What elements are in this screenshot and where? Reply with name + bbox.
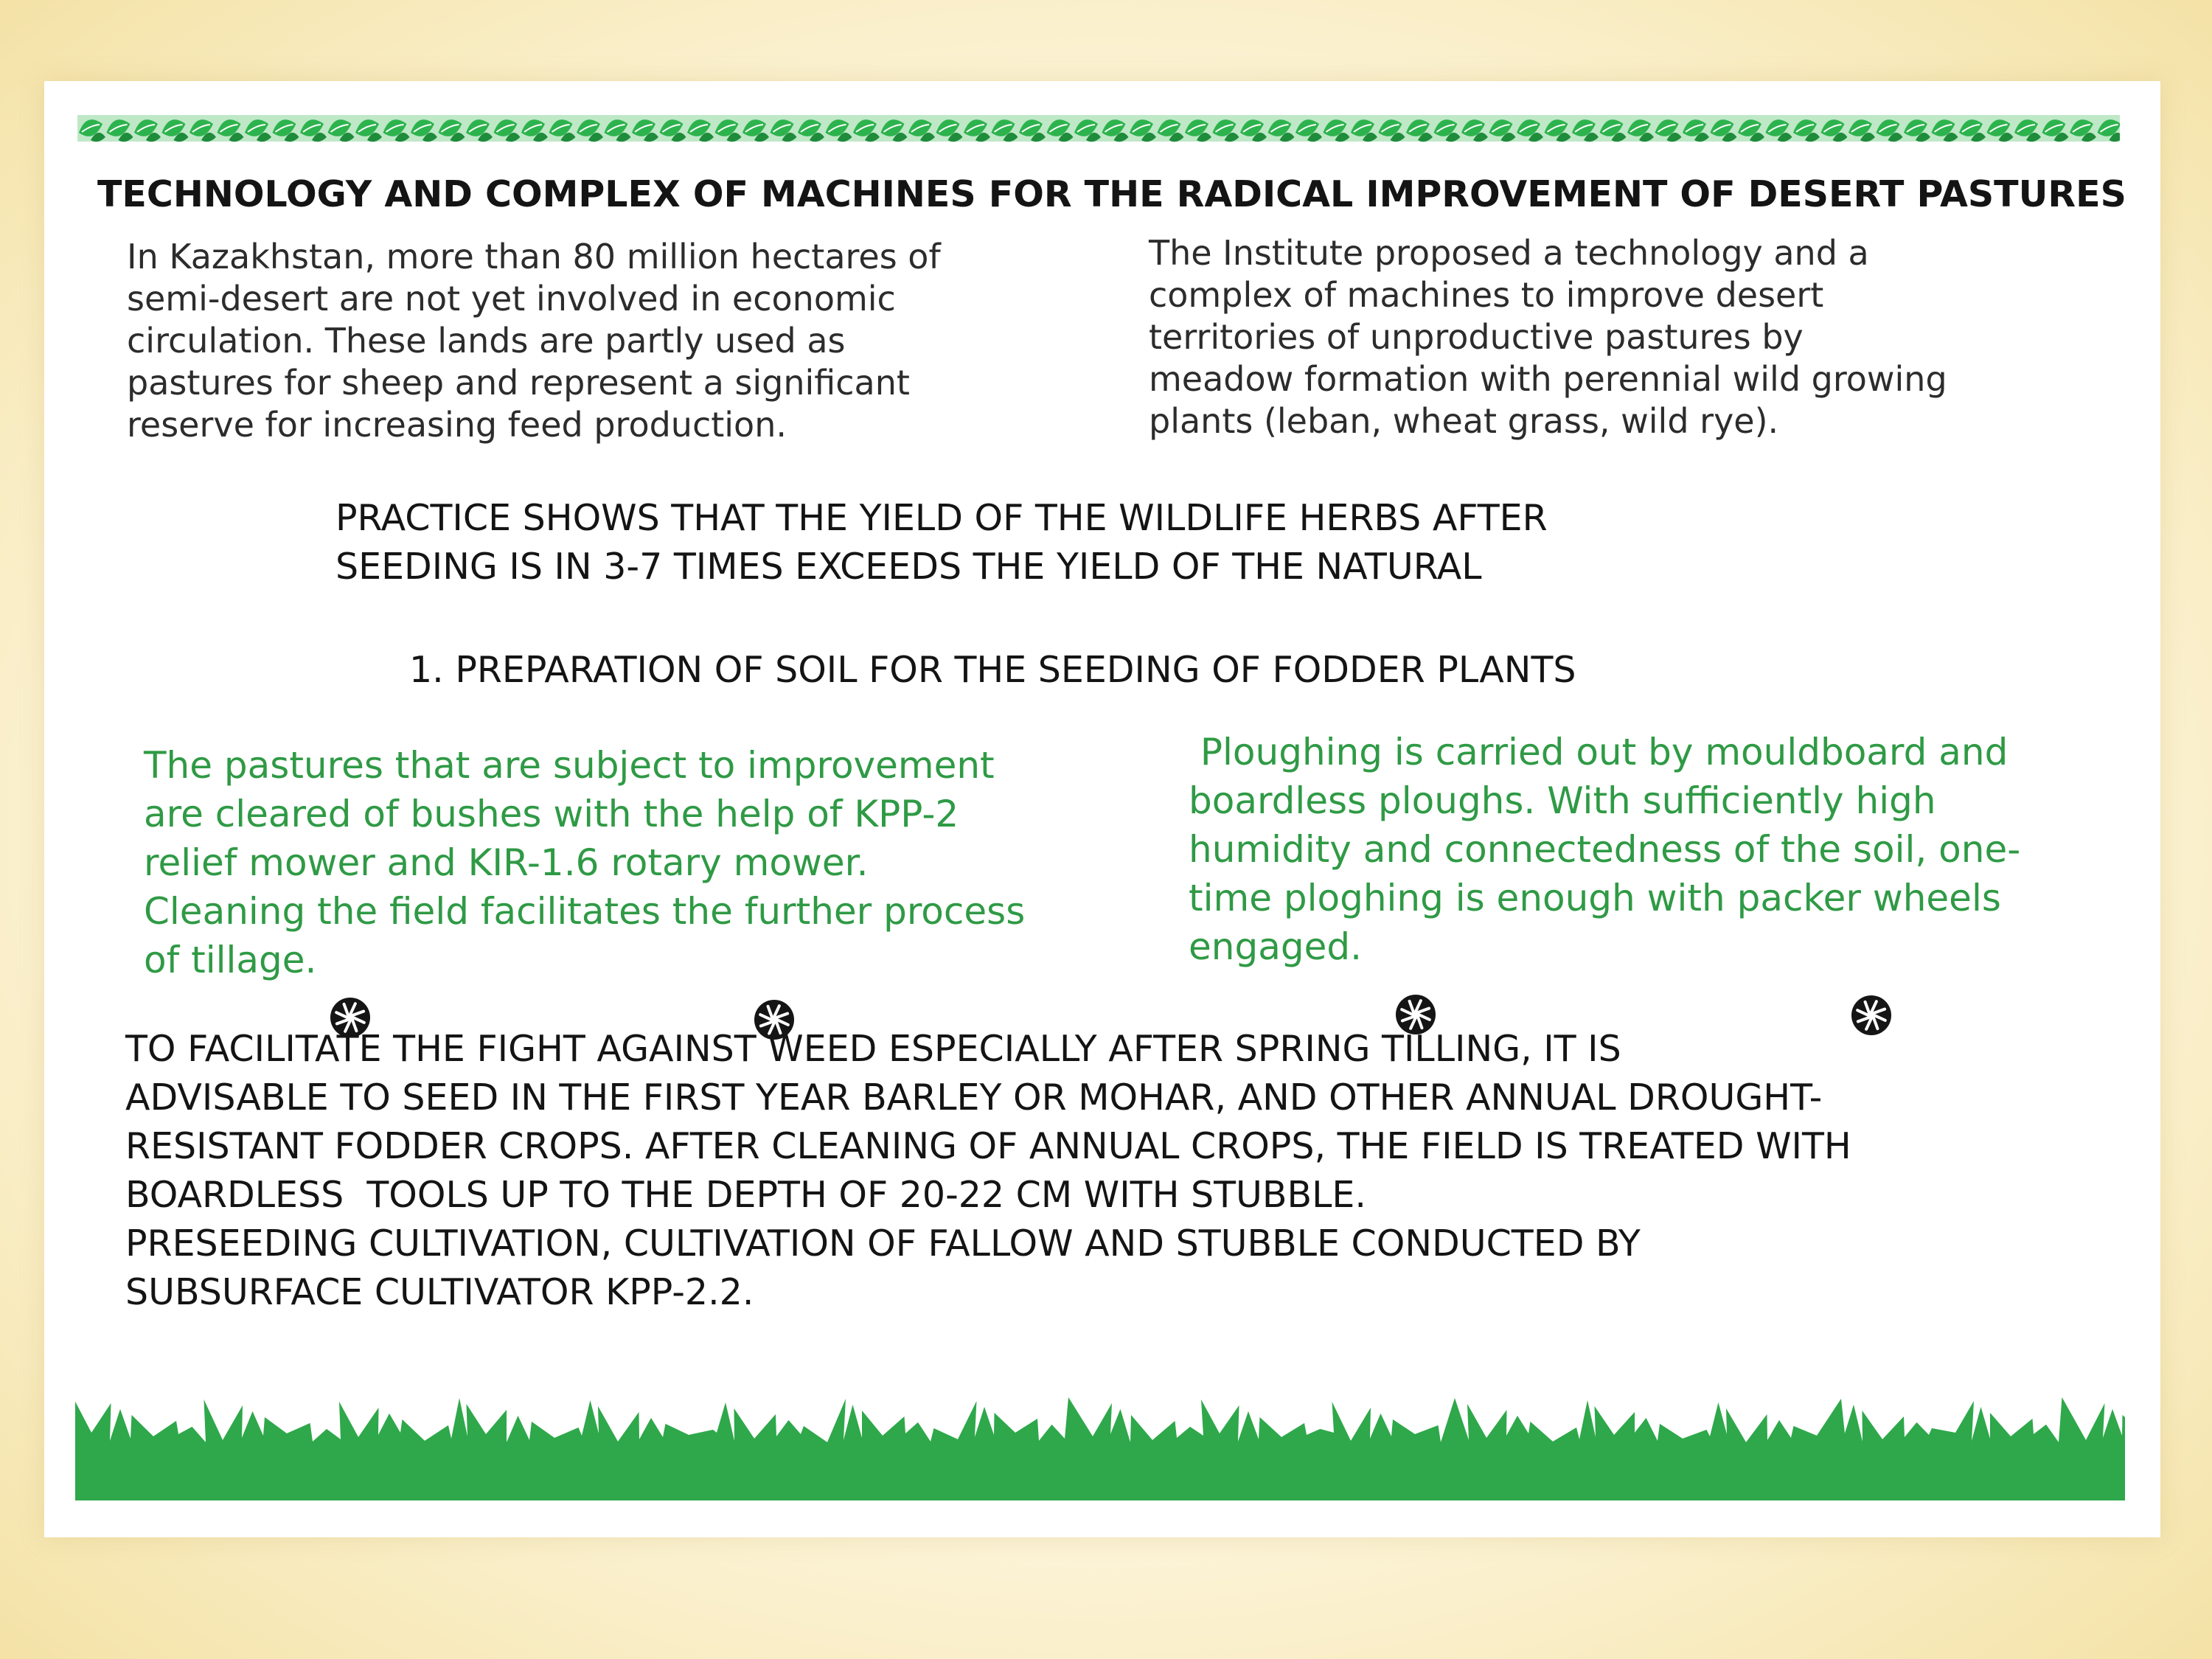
text-line: humidity and connectedness of the soil, one- — [1189, 828, 2021, 871]
ploughing-paragraph — [1189, 728, 2147, 971]
text-line: boardless ploughs. With sufficiently high — [1189, 779, 1936, 822]
text-line: meadow formation with perennial wild growing — [1149, 359, 1947, 399]
text-line: semi-desert are not yet involved in economic — [127, 279, 896, 319]
text-line: plants (leban, wheat grass, wild rye). — [1149, 401, 1779, 441]
text-line: In Kazakhstan, more than 80 million hectares of — [127, 237, 941, 276]
text-line: ADVISABLE TO SEED IN THE FIRST YEAR BARLEY OR MOHAR, AND OTHER ANNUAL DROUGHT- — [125, 1077, 1823, 1119]
clearing-paragraph — [144, 741, 1154, 984]
intro-left-paragraph — [127, 236, 1085, 446]
practice-statement — [335, 494, 1958, 591]
text-line: TO FACILITATE THE FIGHT AGAINST WEED ESPECIALLY AFTER SPRING TILLING, IT IS — [125, 1028, 1621, 1070]
text-line: circulation. These lands are partly used as — [127, 321, 846, 361]
text-line: of tillage. — [144, 939, 317, 981]
intro-right-paragraph — [1149, 232, 2107, 442]
text-line: PRESEEDING CULTIVATION, CULTIVATION OF FALLOW AND STUBBLE CONDUCTED BY — [125, 1222, 1641, 1265]
text-line: pastures for sheep and represent a significant — [127, 363, 910, 403]
text-line: SUBSURFACE CULTIVATOR KPP-2.2. — [125, 1271, 754, 1313]
text-line: The pastures that are subject to improvement — [144, 744, 995, 787]
text-line: SEEDING IS IN 3-7 TIMES EXCEEDS THE YIELD OF THE NATURAL — [335, 546, 1482, 588]
text-line: relief mower and KIR-1.6 rotary mower. — [144, 841, 869, 884]
grass-icon — [75, 1390, 2125, 1500]
leaf-border-icon — [77, 111, 2120, 146]
text-line: complex of machines to improve desert — [1149, 275, 1824, 315]
text-line: Cleaning the field facilitates the further process — [144, 890, 1026, 933]
text-line: PRACTICE SHOWS THAT THE YIELD OF THE WILDLIFE HERBS AFTER — [335, 497, 1548, 539]
section-heading: 1. PREPARATION OF SOIL FOR THE SEEDING OF FODDER PLANTS — [409, 649, 1576, 691]
text-line: territories of unproductive pastures by — [1149, 317, 1804, 357]
text-line: RESISTANT FODDER CROPS. AFTER CLEANING OF ANNUAL CROPS, THE FIELD IS TREATED WITH — [125, 1125, 1851, 1167]
text-line: are cleared of bushes with the help of KPP-2 — [144, 793, 959, 835]
text-line: engaged. — [1189, 925, 1362, 968]
text-line: BOARDLESS TOOLS UP TO THE DEPTH OF 20-22 CM WITH STUBBLE. — [125, 1174, 1366, 1216]
weed-control-paragraph — [125, 1025, 2183, 1317]
text-line: reserve for increasing feed production. — [127, 405, 787, 445]
text-line: time ploghing is enough with packer wheels — [1189, 877, 2001, 919]
text-line: The Institute proposed a technology and a — [1149, 233, 1869, 273]
page-title: TECHNOLOGY AND COMPLEX OF MACHINES FOR THE RADICAL IMPROVEMENT OF DESERT PASTURES — [97, 173, 2126, 215]
document-sheet — [44, 81, 2160, 1537]
text-line: Ploughing is carried out by mouldboard and — [1189, 731, 2008, 773]
